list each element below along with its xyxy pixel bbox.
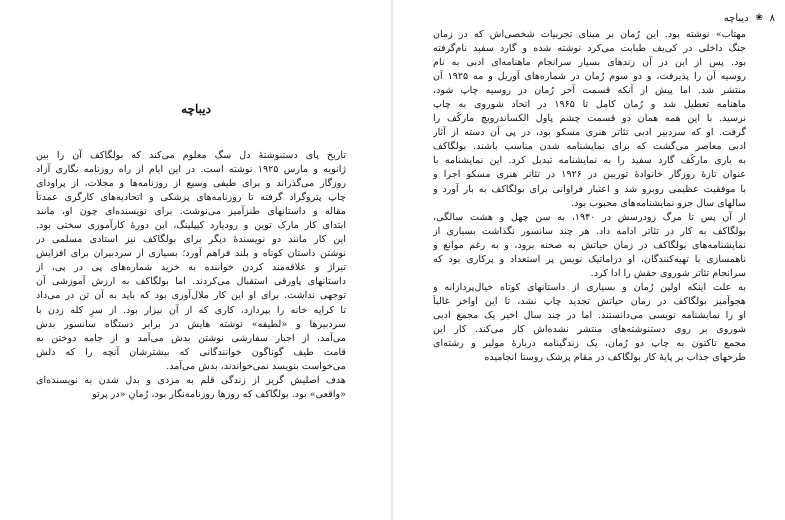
right-page-body <box>433 28 746 365</box>
text-line: شوروی بر روی دستنوشته‌های منتشر نشده‌اش کار می‌کند. کار این <box>433 323 746 335</box>
text-line: طرحهای جذاب بر پایهٔ کار بولگاکف در مقام پزشک روستا انجامیده <box>484 352 746 364</box>
text-line: تا کرایه خانه را بپردازد، کاری که از آن بیزار بود. از سرِ کله زدن با <box>36 304 346 316</box>
text-line: ماهنامه تعطیل شد و رُمان کامل تا ۱۹۶۵ در اتحاد شوروی به چاپ <box>433 99 746 111</box>
text-line: هدف اصلیش گریز از زندگی قلم به مزدی و بدل شدن به نویسنده‌ای <box>36 374 346 386</box>
text-line: نمایشنامه‌های بولگاکف در زمان حیاتش به صحنه برود، و به رغم موانع و <box>433 239 746 251</box>
text-line: نرسید. با این همه همان دو قسمت چشم پاول الکساندرویچ مارکُف را <box>433 113 746 125</box>
paragraph <box>433 211 746 281</box>
text-line: ناهمسازی با تهیه‌کنندگان، او دراماتیک نویس پر استعداد و پرکاری بود که <box>433 253 746 265</box>
text-line: مجمع تاکنون به چاپ دو رُمان، یک زندگینامه دربارهٔ مولیر و رشته‌ای <box>433 338 746 350</box>
text-line: تاریخ پای دستنوشتهٔ دل سگ معلوم می‌کند که بولگاکف آن را بین <box>36 150 346 161</box>
text-line: بود. پس از این در آن زندهای بسیار سرانجام ماهنامه‌ای ادبی به نام <box>433 57 746 69</box>
text-line: هجوآمیز بولگاکف در زمان حیاتش تجدید چاپ نشد، تا این اواخر غالباً <box>433 295 746 307</box>
text-line: می‌خواست بنویسد نمی‌خواندند، بدش می‌آمد. <box>166 360 346 372</box>
running-header <box>407 8 775 28</box>
text-line: با موفقیت عظیمی روبرو شد و اعتبار فراوانی برای بولگاکف به بار آورد و <box>433 183 746 195</box>
text-line: مقاله و داستانهای طنزآمیز می‌نوشت. برای نویسنده‌ای چون او، مانند <box>36 206 346 218</box>
flower-ornament-icon: ❀ <box>755 12 763 23</box>
text-line: جنگ داخلی در کی‌یف طبابت می‌کرد نوشته شده و گارد سفید نام‌گرفته <box>433 43 746 55</box>
text-line: نوشتن داستان کوتاه و بلند فراهم آورد؛ بسیاری از سردبیران برای افزایش <box>36 248 346 260</box>
text-line: ژانویه و مارس ۱۹۲۵ نوشته است. در این ایام از راه روزنامه نگاری آزاد <box>36 164 346 176</box>
paragraph <box>433 28 746 211</box>
text-line: می‌آمد، از اجبار سفارشی نوشتن بدش می‌آمد و از جامه دوختن به <box>36 332 346 344</box>
text-line: چاپ پتروگراد گرفته تا روزنامه‌های پزشکی و اتحادیه‌های کارگری عمدتاً <box>36 192 346 204</box>
text-line: قامت طیف گوناگون خوانندگانی که بیشترشان آنچه را که دلش <box>36 346 346 358</box>
page-number: ۸ <box>769 12 775 24</box>
left-page-body <box>36 149 346 402</box>
text-line: سالهای سال جزو نمایشنامه‌های محبوب بود. <box>571 197 746 209</box>
text-line: روسیه آن را پذیرفت، و دو سوم رُمان در شماره‌های آوریل و مه ۱۹۲۵ آن <box>433 71 746 83</box>
text-line: منتشر شد. اما پیش از آنکه قسمت آخر رُمان در روسیه چاپ شود، <box>433 85 746 97</box>
text-line: او را نمایشنامه نویسی می‌دانستند. اما در چند سال اخیر یک مجمع ادبی <box>433 309 746 321</box>
right-page <box>393 0 785 520</box>
text-line: گرفت. او که سردبیر ادبی تئاتر هنری مسکو بود، در پی آن دسته از آثار <box>433 127 746 139</box>
text-line: ادبی معاصر می‌گشت که برای نمایشنامه شدن مناسب باشند. بولگاکف <box>433 141 746 153</box>
text-line: سردبیرها و «لطیفه» نوشته هایش در برابر دستگاه سانسور بدش <box>36 318 346 330</box>
text-line: تیراژ و علاقه‌مند کردن خواننده به خرید شماره‌های پی در پی، از <box>36 262 346 274</box>
text-line: روزگار می‌گذراند و برای طیفی وسیع از روزنامه‌ها و مجلات، از پراودای <box>36 178 346 190</box>
text-line: ابتدای کار مارک توین و رودیارد کیپلینگ، این دورهٔ کارآموزی سختی بود. <box>36 220 346 232</box>
paragraph <box>36 374 346 402</box>
text-line: «واقعی» بود. بولگاکف که روزها روزنامه‌نگار بود، رُمانِ «در پرتو <box>92 388 346 400</box>
paragraph <box>36 149 346 374</box>
text-line: مهتاب» نوشته بود. این رُمان بر مبنای تجربیات شخصی‌اش که در زمان <box>433 29 746 40</box>
left-page <box>0 0 392 520</box>
text-line: این کار مانند دو نویسندهٔ دیگر برای بولگاکف نیز استادی مسلمی در <box>36 234 346 246</box>
text-line: به علت اینکه اولین رُمان و بسیاری از داستانهای کوتاه خیال‌پردازانه و <box>433 281 746 293</box>
text-line: داستانهای پاورقی استقبال می‌کردند. اما بولگاکف به ارزش آموزشی آن <box>36 276 346 288</box>
text-line: عنوان تازهٔ روزگار خانوادهٔ توربین در ۱۹۲۶ در تئاتر هنری مسکو اجرا و <box>433 169 746 181</box>
text-line: سرانجام تئاتر شوروی حقش را ادا کرد. <box>590 267 746 279</box>
chapter-title: دیباچه <box>181 102 211 116</box>
text-line: از آن پس تا مرگ زودرسش در ۱۹۴۰، به سن چهل و هشت سالگی، <box>433 211 746 223</box>
running-title: دیباچه <box>723 12 749 24</box>
text-line: به یاری مارکُف گارد سفید را به نمایشنامه تبدیل کرد. این نمایشنامه با <box>433 155 746 167</box>
paragraph <box>433 281 746 365</box>
text-line: توجهی نداشت. برای او این کار ملال‌آوری بود که باید به آن تن در می‌داد <box>36 290 346 302</box>
text-line: بولگاکف به کار در تئاتر ادامه داد. هر چند سانسور نگذاشت بسیاری از <box>433 225 746 237</box>
